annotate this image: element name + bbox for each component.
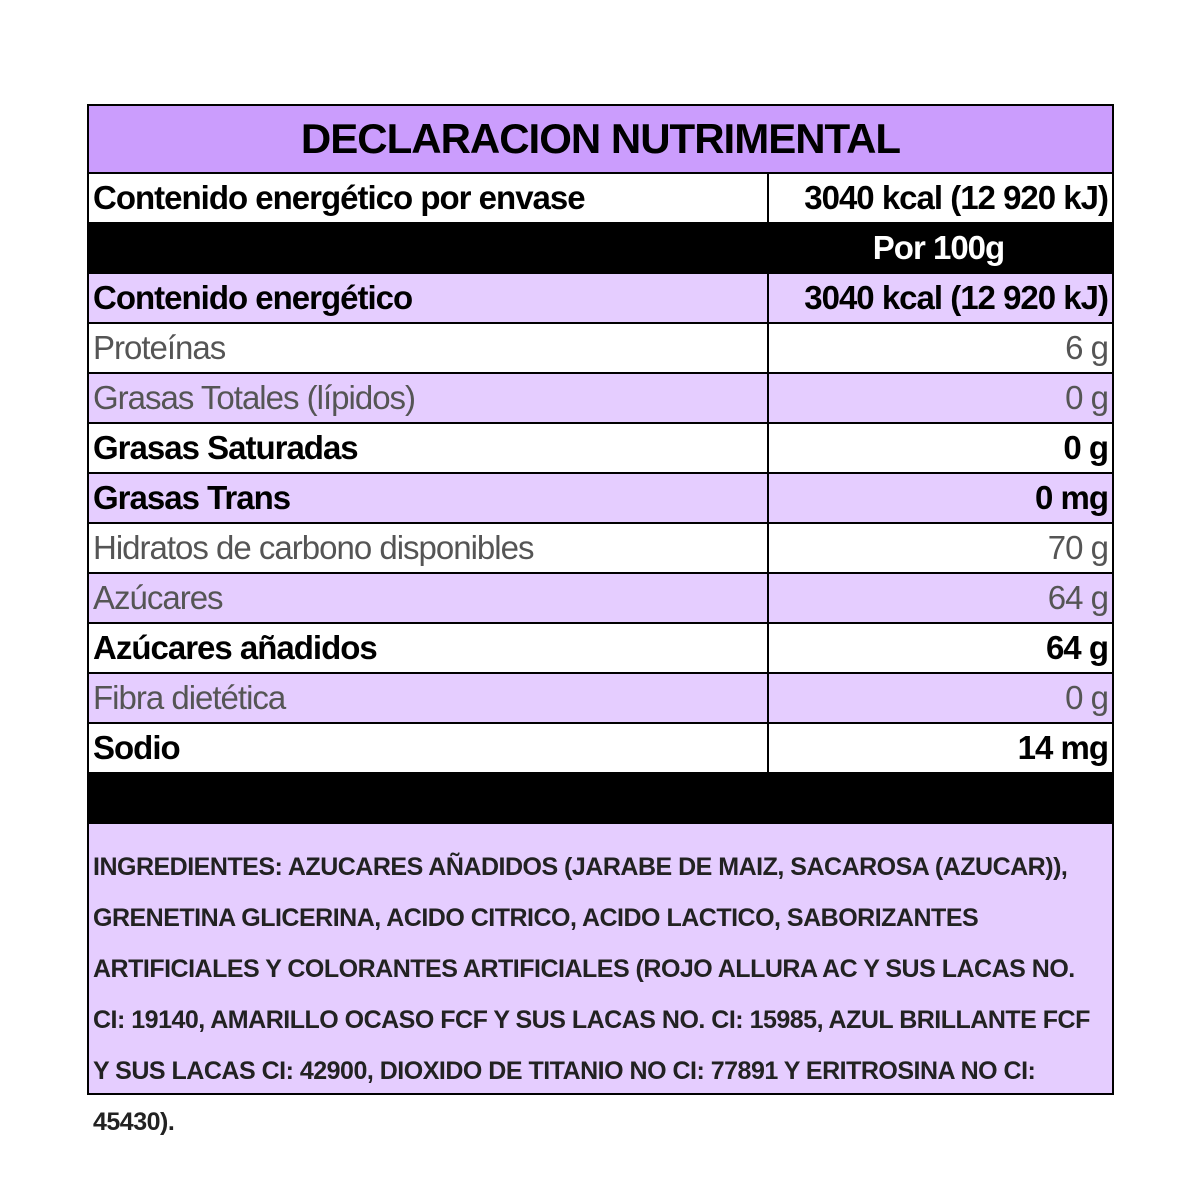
row-label: Fibra dietética bbox=[89, 674, 767, 722]
row-value: 64 g bbox=[769, 624, 1112, 672]
table-row bbox=[89, 424, 1112, 472]
column-header: Por 100g bbox=[872, 229, 1005, 266]
row-label: Hidratos de carbono disponibles bbox=[89, 524, 767, 572]
table-title: DECLARACION NUTRIMENTAL bbox=[89, 106, 1112, 172]
row-label: Azúcares añadidos bbox=[89, 624, 767, 672]
row-value: 70 g bbox=[769, 524, 1112, 572]
table-row bbox=[89, 474, 1112, 522]
row-value: 3040 kcal (12 920 kJ) bbox=[769, 174, 1112, 222]
row-label: Contenido energético por envase bbox=[89, 174, 767, 222]
table-row bbox=[89, 674, 1112, 722]
column-header-row bbox=[89, 224, 1112, 272]
row-value: 64 g bbox=[769, 574, 1112, 622]
table-row bbox=[89, 274, 1112, 322]
row-value: 0 g bbox=[769, 374, 1112, 422]
row-label: Grasas Totales (lípidos) bbox=[89, 374, 767, 422]
table-row bbox=[89, 524, 1112, 572]
row-label: Azúcares bbox=[89, 574, 767, 622]
table-row bbox=[89, 324, 1112, 372]
table-row bbox=[89, 574, 1112, 622]
row-value: 0 mg bbox=[769, 474, 1112, 522]
row-label: Sodio bbox=[89, 724, 767, 772]
row-label: Grasas Trans bbox=[89, 474, 767, 522]
row-label: Proteínas bbox=[89, 324, 767, 372]
row-label: Contenido energético bbox=[89, 274, 767, 322]
table-row bbox=[89, 374, 1112, 422]
row-value: 0 g bbox=[769, 674, 1112, 722]
row-label: Grasas Saturadas bbox=[89, 424, 767, 472]
row-value: 14 mg bbox=[769, 724, 1112, 772]
table-row bbox=[89, 624, 1112, 672]
nutrition-table bbox=[87, 104, 1114, 1136]
ingredients-text: INGREDIENTES: AZUCARES AÑADIDOS (JARABE DE MAIZ, SACAROSA (AZUCAR)), GRENETINA GLICERINA, ACIDO CITRICO, ACIDO LACTICO, SABORIZANTES ARTIFICIALES Y COLORANTES ARTIFICIALES (ROJO ALLURA AC Y SUS LACAS NO. CI: 19140, AMARILLO OCASO FCF Y SUS LACAS NO. CI: 15985, AZUL BRILLANTE FCF Y SUS LACAS CI: 42900, DIOXIDO DE TITANIO NO CI: 77891 Y ERITROSINA NO CI: 45430). bbox=[89, 824, 1112, 1093]
row-value: 3040 kcal (12 920 kJ) bbox=[769, 274, 1112, 322]
row-value: 6 g bbox=[769, 324, 1112, 372]
table-row bbox=[89, 724, 1112, 772]
row-value: 0 g bbox=[769, 424, 1112, 472]
energy-per-pack-row bbox=[89, 174, 1112, 222]
